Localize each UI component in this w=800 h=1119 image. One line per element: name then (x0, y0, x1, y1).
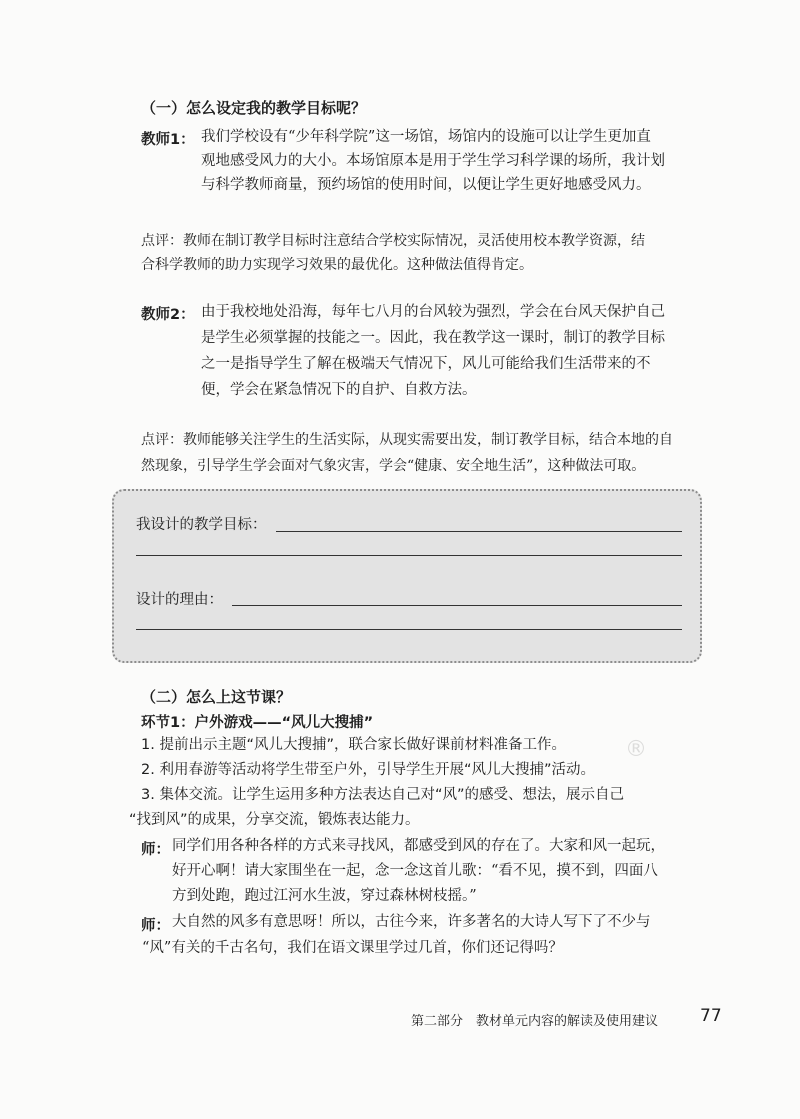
text-line: 由于我校地处沿海，每年七八月的台风较为强烈，学会在台风天保护自己 (201, 304, 665, 320)
reason-answer-line-2[interactable] (136, 629, 682, 630)
page-number: 77 (700, 1006, 722, 1026)
teacher1-text (201, 125, 665, 197)
text-line: 观地感受风力的大小。本场馆原本是用于学生学习科学课的场所，我计划 (201, 153, 665, 169)
section1-heading: （一）怎么设定我的教学目标呢？ (141, 99, 367, 117)
registered-mark: ® (625, 737, 647, 762)
list-item: 3. 集体交流。让学生运用多种方法表达自己对“风”的感受、想法，展示自己 (141, 787, 624, 803)
text-line: 便，学会在紧急情况下的自护、自救方法。 (201, 382, 477, 398)
comment2 (141, 428, 673, 480)
reason-label: 设计的理由： (136, 592, 223, 608)
goal-label: 我设计的教学目标： (136, 517, 267, 533)
teacher2-speaker: 教师2： (141, 307, 195, 323)
footer-part-title: 第二部分 教材单元内容的解读及使用建议 (411, 1014, 659, 1029)
text-line: 是学生必须掌握的技能之一。因此，我在教学这一课时，制订的教学目标 (201, 330, 665, 346)
text-line: 大自然的风多有意思呀！所以，古往今来，许多著名的大诗人写下了不少与 (172, 914, 651, 930)
dialogue1-text (172, 834, 665, 909)
reason-answer-line-1[interactable] (232, 605, 682, 606)
text-line: 好开心啊！请大家围坐在一起，念一念这首儿歌：“看不见，摸不到，四面八 (172, 863, 658, 879)
step1-title: 环节1：户外游戏——“风儿大搜捕” (141, 715, 374, 731)
text-line: 之一是指导学生了解在极端天气情况下，风儿可能给我们生活带来的不 (201, 356, 651, 372)
dialogue1-speaker: 师： (141, 842, 170, 858)
teacher1-speaker: 教师1： (141, 132, 195, 148)
design-worksheet-box (112, 489, 702, 663)
dialogue2-speaker: 师： (141, 918, 170, 934)
text-line: 与科学教师商量，预约场馆的使用时间，以便让学生更好地感受风力。 (201, 177, 651, 193)
dialogue2-text (142, 910, 651, 962)
text-line: 合科学教师的助力实现学习效果的最优化。这种做法值得肯定。 (141, 257, 533, 273)
comment1 (141, 229, 645, 277)
list-item: 2. 利用春游等活动将学生带至户外，引导学生开展“风儿大搜捕”活动。 (141, 762, 595, 778)
list-item-continuation: “找到风”的成果，分享交流，锻炼表达能力。 (129, 812, 420, 828)
text-line: 然现象，引导学生学会面对气象灾害，学会“健康、安全地生活”，这种做法可取。 (141, 458, 646, 474)
text-line: 方到处跑，跑过江河水生波，穿过森林树枝摇。” (172, 888, 477, 904)
goal-answer-line-2[interactable] (136, 555, 682, 556)
text-line: 点评：教师在制订教学目标时注意结合学校实际情况，灵活使用校本教学资源，结 (141, 233, 645, 249)
text-line: “风”有关的千古名句，我们在语文课里学过几首，你们还记得吗？ (142, 940, 563, 956)
text-line: 点评：教师能够关注学生的生活实际，从现实需要出发，制订教学目标，结合本地的自 (141, 432, 673, 448)
goal-answer-line-1[interactable] (276, 531, 682, 532)
teacher2-text (201, 300, 665, 404)
text-line: 我们学校设有“少年科学院”这一场馆，场馆内的设施可以让学生更加直 (201, 129, 651, 145)
section2-heading: （二）怎么上这节课？ (141, 688, 292, 706)
step1-items (129, 733, 624, 833)
list-item: 1. 提前出示主题“风儿大搜捕”，联合家长做好课前材料准备工作。 (141, 737, 566, 753)
text-line: 同学们用各种各样的方式来寻找风，都感受到风的存在了。大家和风一起玩， (172, 838, 665, 854)
